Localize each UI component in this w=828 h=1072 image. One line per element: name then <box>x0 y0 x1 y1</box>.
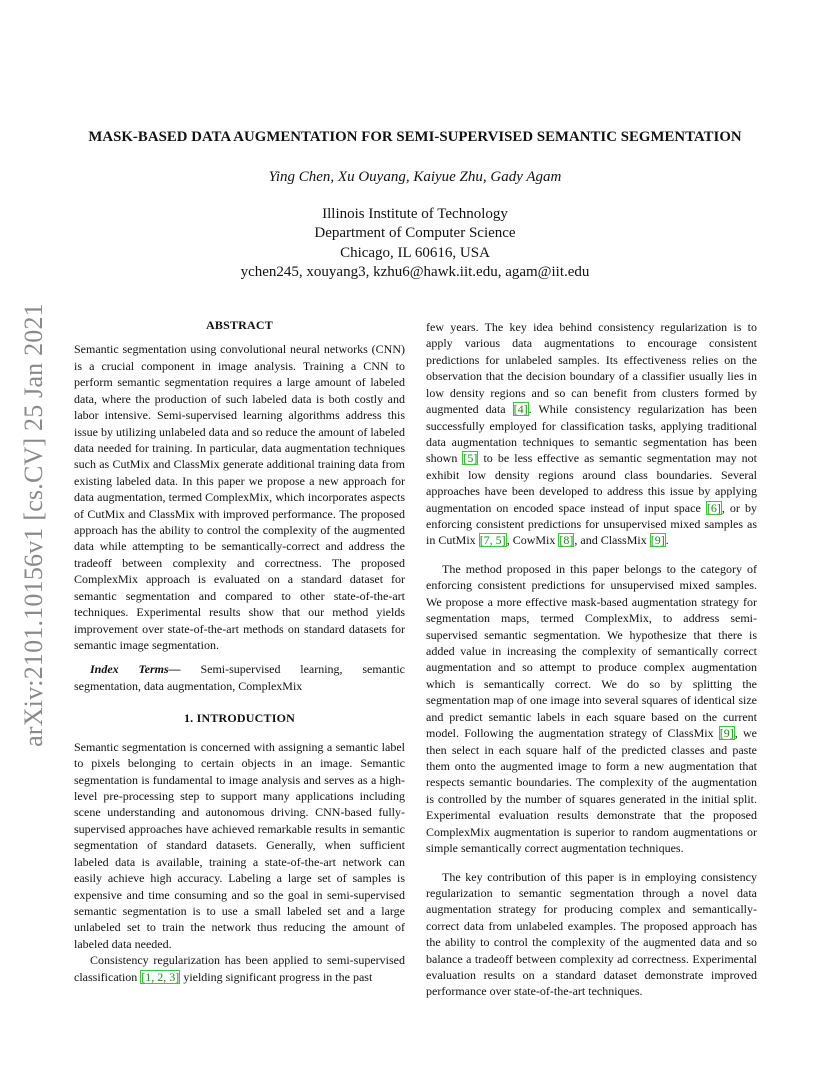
right-paragraph-1-text-d: , or by enforcing consistent predictions for unsupervised mixed samples as in CutMix <box>426 500 758 548</box>
right-paragraph-1-text-f: , and ClassMix <box>574 533 650 548</box>
right-paragraph-2-text-a: The method proposed in this paper belongs to the category of enforcing consistent predictions for unsupervised mixed samples. We propose a more effective mask-based augmentation strategy for segmentation maps, termed ComplexMix, to address semi-supervised semantic segmentation. We hypothesize that there is added value in increasing the complexity of semantically correct augmentation and so attempt to produce complex augmentation which is semantically correct. We do so by splitting the segmentation map of one image into several squares of identical size and predict semantic labels in each square based on the current model. Following the augmentation strategy of ClassMix <box>426 561 757 741</box>
affiliation-institution: Illinois Institute of Technology <box>322 206 508 222</box>
citation-link[interactable]: [8] <box>559 533 574 548</box>
affiliation-block <box>60 205 770 283</box>
citation-link[interactable]: [9] <box>650 533 665 548</box>
intro-paragraph-2-text-b: yielding significant progress in the past <box>180 969 373 984</box>
affiliation-emails: ychen245, xouyang3, kzhu6@hawk.iit.edu, agam@iit.edu <box>240 264 590 281</box>
right-paragraph-1-text-b: . While consistency regularization has been successfully employed for classification tasks, applying traditional data augmentation techniques to semantic segmentation has been shown <box>426 402 758 466</box>
author-list: Ying Chen, Xu Ouyang, Kaiyue Zhu, Gady Agam <box>268 169 562 185</box>
intro-paragraph-2-text-a: Consistency regularization has been applied to semi-supervised classification <box>74 953 405 984</box>
index-terms <box>74 661 405 694</box>
left-column <box>74 317 405 985</box>
right-paragraph-3: The key contribution of this paper is in employing consistency regularization to semantic segmentation through a novel data augmentation strategy for producing complex and semantically-correct data from unlabeled examples. The proposed approach has the ability to control the complexity of the augmented data and so balance a tradeoff between complexity ad correctness. Experimental evaluation results on a standard dataset demonstrate improved performance over state-of-the-art techniques. <box>426 869 757 999</box>
citation-link[interactable]: [7, 5] <box>479 533 506 548</box>
arxiv-identifier-stamp <box>19 290 48 760</box>
right-paragraph-1 <box>426 319 757 549</box>
paper-title: MASK-BASED DATA AUGMENTATION FOR SEMI-SUPERVISED SEMANTIC SEGMENTATION <box>88 129 742 145</box>
introduction-heading: 1. INTRODUCTION <box>183 711 295 726</box>
intro-paragraph-2 <box>74 952 405 985</box>
citation-link[interactable]: [1, 2, 3] <box>141 969 180 984</box>
index-terms-text: Semi-supervised learning, semantic segmentation, data augmentation, ComplexMix <box>74 662 405 693</box>
citation-link[interactable]: [6] <box>706 500 721 515</box>
right-paragraph-2-text-b: , we then select in each square half of the predicted classes and paste them onto the augmented image to form a new augmentation that respects semantic boundaries. The complexity of the augmentation is controlled by the number of squares generated in the initial split. Experimental evaluation results demonstrate that the proposed ComplexMix augmentation is superior to random augmentations or simple semantically correct augmentation techniques. <box>426 726 757 856</box>
citation-link[interactable]: [5] <box>463 451 478 466</box>
affiliation-address: Chicago, IL 60616, USA <box>340 244 490 261</box>
index-terms-label: Index Terms— <box>90 662 181 677</box>
abstract-text: Semantic segmentation using convolutional neural networks (CNN) is a crucial component in image analysis. Training a CNN to perform semantic segmentation requires a large amount of labeled data, where the production of such labeled data is both costly and labor intensive. Semi-supervised learning algorithms address this issue by utilizing unlabeled data and so reduce the amount of labeled data needed for training. In particular, data augmentation techniques such as CutMix and ClassMix generate additional training data from existing labeled data. In this paper we propose a new approach for data augmentation, termed ComplexMix, which incorporates aspects of CutMix and ClassMix with improved performance. The proposed approach has the ability to control the complexity of the augmented data while attempting to be semantically-correct and address the tradeoff between complexity and correctness. The proposed ComplexMix approach is evaluated on a standard dataset for semantic segmentation and compared to other state-of-the-art techniques. Experimental results show that our method yields improvement over state-of-the-art methods on standard datasets for semantic image segmentation. <box>74 342 405 653</box>
right-paragraph-1-text-a: few years. The key idea behind consistency regularization is to apply various data augmentations to encourage consistent predictions for unlabeled samples. Its effectiveness relies on the observation that the decision boundary of a classifier usually lies in low density regions and so can benefit from clusters formed by augmented data <box>426 320 757 417</box>
arxiv-stamp-text: arXiv:2101.10156v1 [cs.CV] 25 Jan 2021 <box>19 303 48 747</box>
right-paragraph-2 <box>426 561 757 857</box>
right-paragraph-1-text-c: to be less effective as semantic segmentation may not exhibit low density regions around class boundaries. Several approaches have been developed to address this issue by applying augmentation on encoded space instead of input space <box>426 451 757 515</box>
citation-link[interactable]: [9] <box>719 726 734 741</box>
right-column <box>426 319 757 1000</box>
right-paragraph-1-text-g: . <box>665 533 669 548</box>
affiliation-department: Department of Computer Science <box>314 225 516 242</box>
abstract-heading: ABSTRACT <box>206 318 273 332</box>
intro-paragraph-1: Semantic segmentation is concerned with assigning a semantic label to pixels belonging to certain objects in an image. Semantic segmentation is fundamental to image analysis and serves as a high-level pre-processing step to support many applications including scene understanding and autonomous driving. CNN-based fully-supervised approaches have achieved remarkable results in semantic segmentation of standard datasets. Generally, when sufficient labeled data is available, training a state-of-the-art network can easily achieve high accuracy. Labeling a large set of samples is expensive and time consuming and so the goal in semi-supervised semantic segmentation is to use a small labeled set and a large unlabeled set to train the network thus reducing the amount of labeled data needed. <box>74 739 405 951</box>
citation-link[interactable]: [4] <box>513 402 528 417</box>
right-paragraph-1-text-e: , CowMix <box>506 533 559 548</box>
